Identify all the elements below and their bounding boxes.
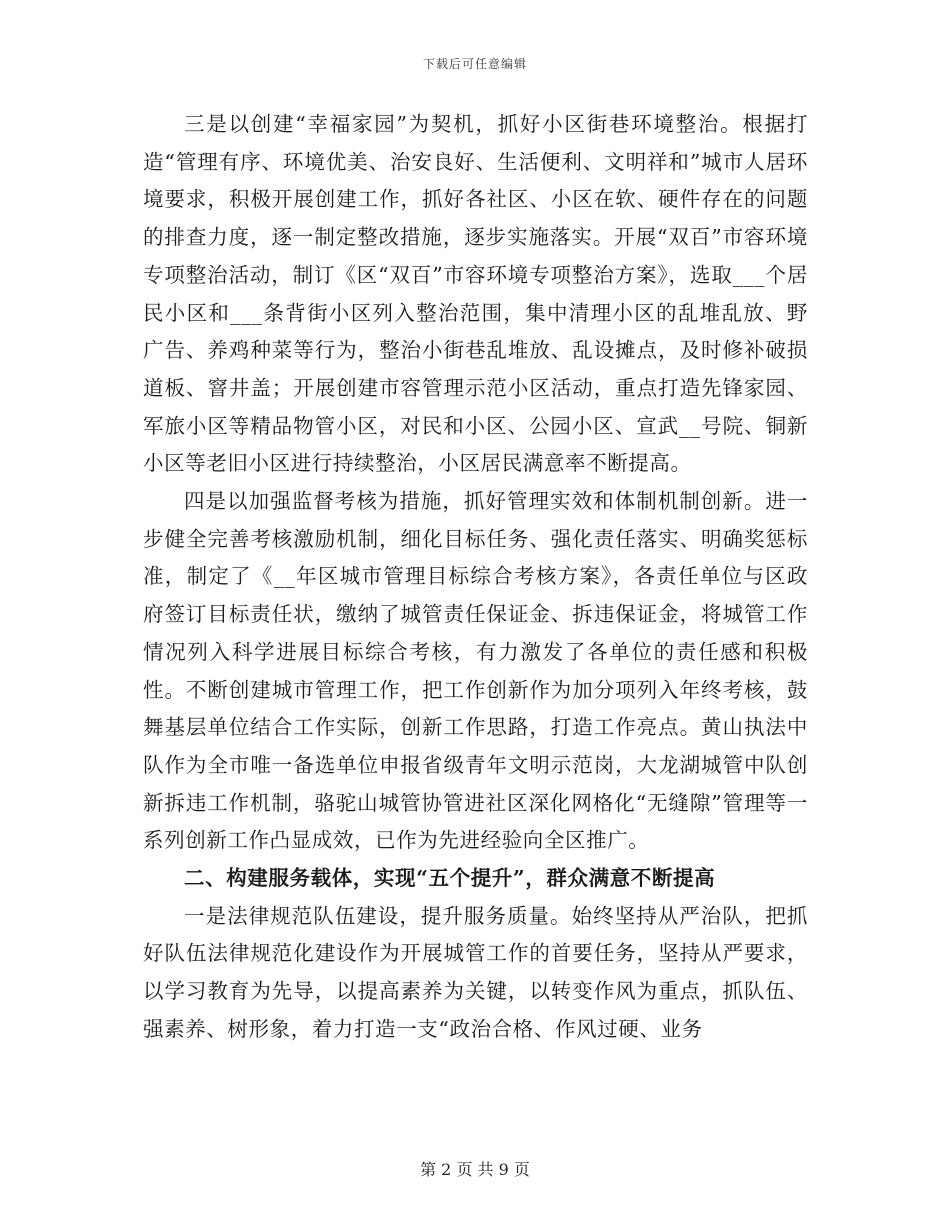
section-heading: 二、构建服务载体，实现“五个提升”，群众满意不断提高 xyxy=(184,866,716,891)
page-header: 下载后可任意编辑 xyxy=(422,57,527,71)
paragraph-community-renovation: 三是以创建“幸福家园”为契机，抓好小区街巷环境整治。根据打造“管理有序、环境优美、治安良好、生活便利、文明祥和”城市人居环境要求，积极开展创建工作，抓好各社区、小区在软、硬件存在的问题的排查力度，逐一制定整改措施，逐步实施落实。开展“双百”市容环境专项整治活动，制订《区“双百”市容环境专项整治方案》，选取___个居民小区和___条背街小区列入整治范围，集中清理小区的乱堆乱放、野广告、养鸡种菜等行为，整治小街巷乱堆放、乱设摊点，及时修补破损道板、窨井盖；开展创建市容管理示范小区活动，重点打造先锋家园、军旅小区等精品物管小区，对民和小区、公园小区、宣武__号院、铜新小区等老旧小区进行持续整治，小区居民满意率不断提高。 xyxy=(143,112,808,476)
page-number: 第 2 页 共 9 页 xyxy=(420,1160,530,1179)
paragraph-team-building: 一是法律规范队伍建设，提升服务质量。始终坚持从严治队，把抓好队伍法律规范化建设作为开展城管工作的首要任务，坚持从严要求，以学习教育为先导，以提高素养为关键，以转变作风为重点，抓队伍、强素养、树形象，着力打造一支“政治合格、作风过硬、业务 xyxy=(143,903,808,1041)
paragraph-supervision-assessment: 四是以加强监督考核为措施，抓好管理实效和体制机制创新。进一步健全完善考核激励机制，细化目标任务、强化责任落实、明确奖惩标准，制定了《__年区城市管理目标综合考核方案》，各责任单位与区政府签订目标责任状，缴纳了城管责任保证金、拆违保证金，将城管工作情况列入科学进展目标综合考核，有力激发了各单位的责任感和积极性。不断创建城市管理工作，把工作创新作为加分项列入年终考核，鼓舞基层单位结合工作实际，创新工作思路，打造工作亮点。黄山执法中队作为全市唯一备选单位申报省级青年文明示范岗，大龙湖城管中队创新拆违工作机制，骆驼山城管协管进社区深化网格化“无缝隙”管理等一系列创新工作凸显成效，已作为先进经验向全区推广。 xyxy=(143,489,808,853)
document-body xyxy=(143,106,808,1049)
